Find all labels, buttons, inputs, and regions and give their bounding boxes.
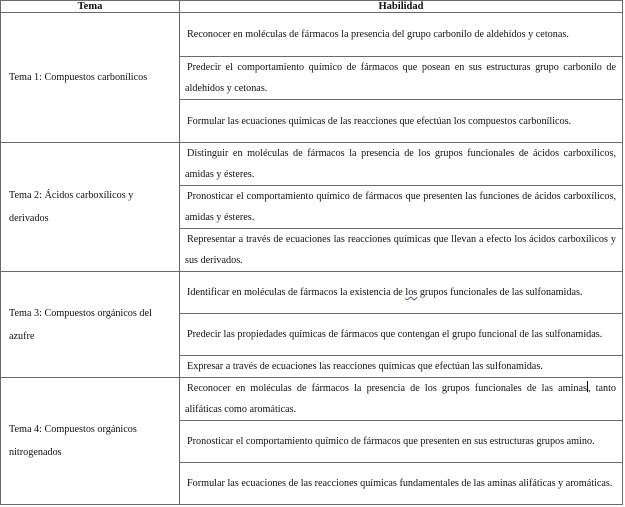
skill-text: grupos funcionales de las sulfonamidas. bbox=[417, 287, 583, 298]
skill-text: , tanto alifáticas como aromáticas. bbox=[185, 383, 617, 415]
table-row bbox=[1, 13, 623, 57]
topic-cell: Tema 1: Compuestos carbonílicos bbox=[1, 13, 180, 143]
skill-cell: Expresar a través de ecuaciones las reacciones químicas que efectúan las sulfonamidas. bbox=[180, 356, 623, 378]
skill-cell: Predecir el comportamiento químico de fármacos que posean en sus estructuras grupo carbonilo de aldehídos y cetonas. bbox=[180, 57, 623, 100]
topic-cell: Tema 2: Ácidos carboxílicos y derivados bbox=[1, 143, 180, 272]
header-row bbox=[1, 1, 623, 13]
skill-cell: Reconocer en moléculas de fármacos la presencia del grupo carbonilo de aldehídos y cetonas. bbox=[180, 13, 623, 57]
skill-cell: Pronosticar el comportamiento químico de fármacos que presenten en sus estructuras grupos amino. bbox=[180, 421, 623, 463]
spellcheck-underline: los bbox=[405, 287, 418, 298]
table-row bbox=[1, 272, 623, 314]
skill-cell: Formular las ecuaciones químicas de las reacciones que efectúan los compuestos carbonílicos. bbox=[180, 100, 623, 143]
skill-cell: Pronosticar el comportamiento químico de fármacos que presenten las funciones de ácidos carboxílicos, amidas y ésteres. bbox=[180, 186, 623, 229]
header-tema: Tema bbox=[1, 1, 180, 13]
skill-cell: Formular las ecuaciones de las reacciones químicas fundamentales de las aminas alifáticas y aromáticas. bbox=[180, 463, 623, 505]
skill-cell: Predecir las propiedades químicas de fármacos que contengan el grupo funcional de las sulfonamidas. bbox=[180, 314, 623, 356]
header-habilidad: Habilidad bbox=[180, 1, 623, 13]
skill-cell bbox=[180, 378, 623, 421]
skill-cell bbox=[180, 272, 623, 314]
table-row bbox=[1, 143, 623, 186]
topic-cell: Tema 4: Compuestos orgánicos nitrogenados bbox=[1, 378, 180, 505]
skill-cell: Representar a través de ecuaciones las reacciones químicas que llevan a efecto los ácidos carboxílicos y sus derivados. bbox=[180, 229, 623, 272]
table-row bbox=[1, 378, 623, 421]
skill-text: Identificar en moléculas de fármacos la existencia de bbox=[187, 287, 406, 298]
topic-cell: Tema 3: Compuestos orgánicos del azufre bbox=[1, 272, 180, 378]
skill-text: Reconocer en moléculas de fármacos la presencia de los grupos funcionales de las aminas bbox=[187, 383, 587, 394]
skill-cell: Distinguir en moléculas de fármacos la presencia de los grupos funcionales de ácidos carboxílicos, amidas y ésteres. bbox=[180, 143, 623, 186]
